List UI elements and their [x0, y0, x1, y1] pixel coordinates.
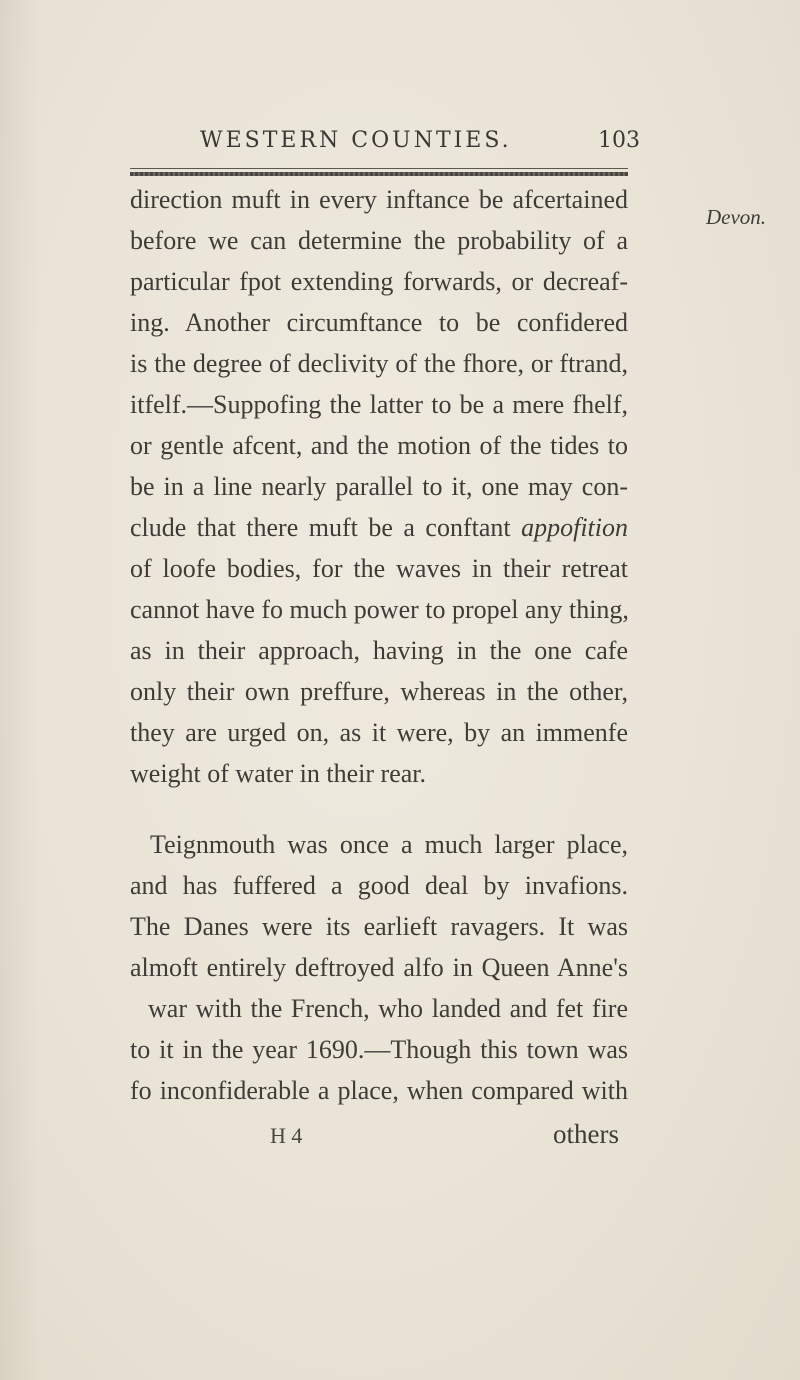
header-rule-thick: [130, 172, 628, 176]
text-line: cannot have fo much power to propel any thing,: [130, 595, 629, 624]
text-line: of loofe bodies, for the waves in their retreat: [130, 554, 628, 583]
margin-note: Devon.: [706, 205, 767, 229]
text-line: as in their approach, having in the one cafe: [130, 636, 628, 665]
text-line: be in a line nearly parallel to it, one may con-: [130, 472, 628, 501]
gutter-shadow: [0, 0, 40, 1380]
text-line: fo inconfiderable a place, when compared with: [130, 1076, 628, 1105]
text-line: before we can determine the probability of a: [130, 226, 628, 255]
header-rule-thin: [130, 168, 628, 169]
text-line: is the degree of declivity of the fhore, or ftrand,: [130, 349, 628, 378]
text-line: or gentle afcent, and the motion of the tides to: [130, 431, 628, 460]
text-line: direction muft in every inftance be afcertained: [130, 185, 628, 214]
text-line: The Danes were its earlieft ravagers. It was: [130, 912, 628, 941]
text-line: [130, 515, 628, 541]
text-line: they are urged on, as it were, by an immenfe: [130, 718, 628, 747]
text-line: war with the French, who landed and fet fire: [148, 994, 628, 1023]
text-line: to it in the year 1690.—Though this town was: [130, 1035, 628, 1064]
running-title: WESTERN COUNTIES.: [200, 128, 512, 153]
text-line: weight of water in their rear.: [130, 759, 426, 788]
catchword: others: [553, 1119, 619, 1149]
page-header: [200, 128, 640, 162]
text-segment: clude that there muft be a conftant: [130, 513, 511, 542]
text-line: ing. Another circumftance to be confidered: [130, 308, 628, 337]
page-number: 103: [598, 128, 640, 153]
text-line: only their own preffure, whereas in the other,: [130, 677, 628, 706]
signature-mark: H 4: [270, 1123, 303, 1148]
text-line: itfelf.—Suppofing the latter to be a mere fhelf,: [130, 390, 628, 419]
text-line: and has fuffered a good deal by invafions.: [130, 871, 628, 900]
italic-word: appofition: [521, 513, 629, 542]
text-line: particular fpot extending forwards, or decreaf-: [130, 267, 628, 296]
text-line: Teignmouth was once a much larger place,: [150, 830, 628, 859]
text-line: almoft entirely deftroyed alfo in Queen Anne's: [130, 953, 628, 982]
